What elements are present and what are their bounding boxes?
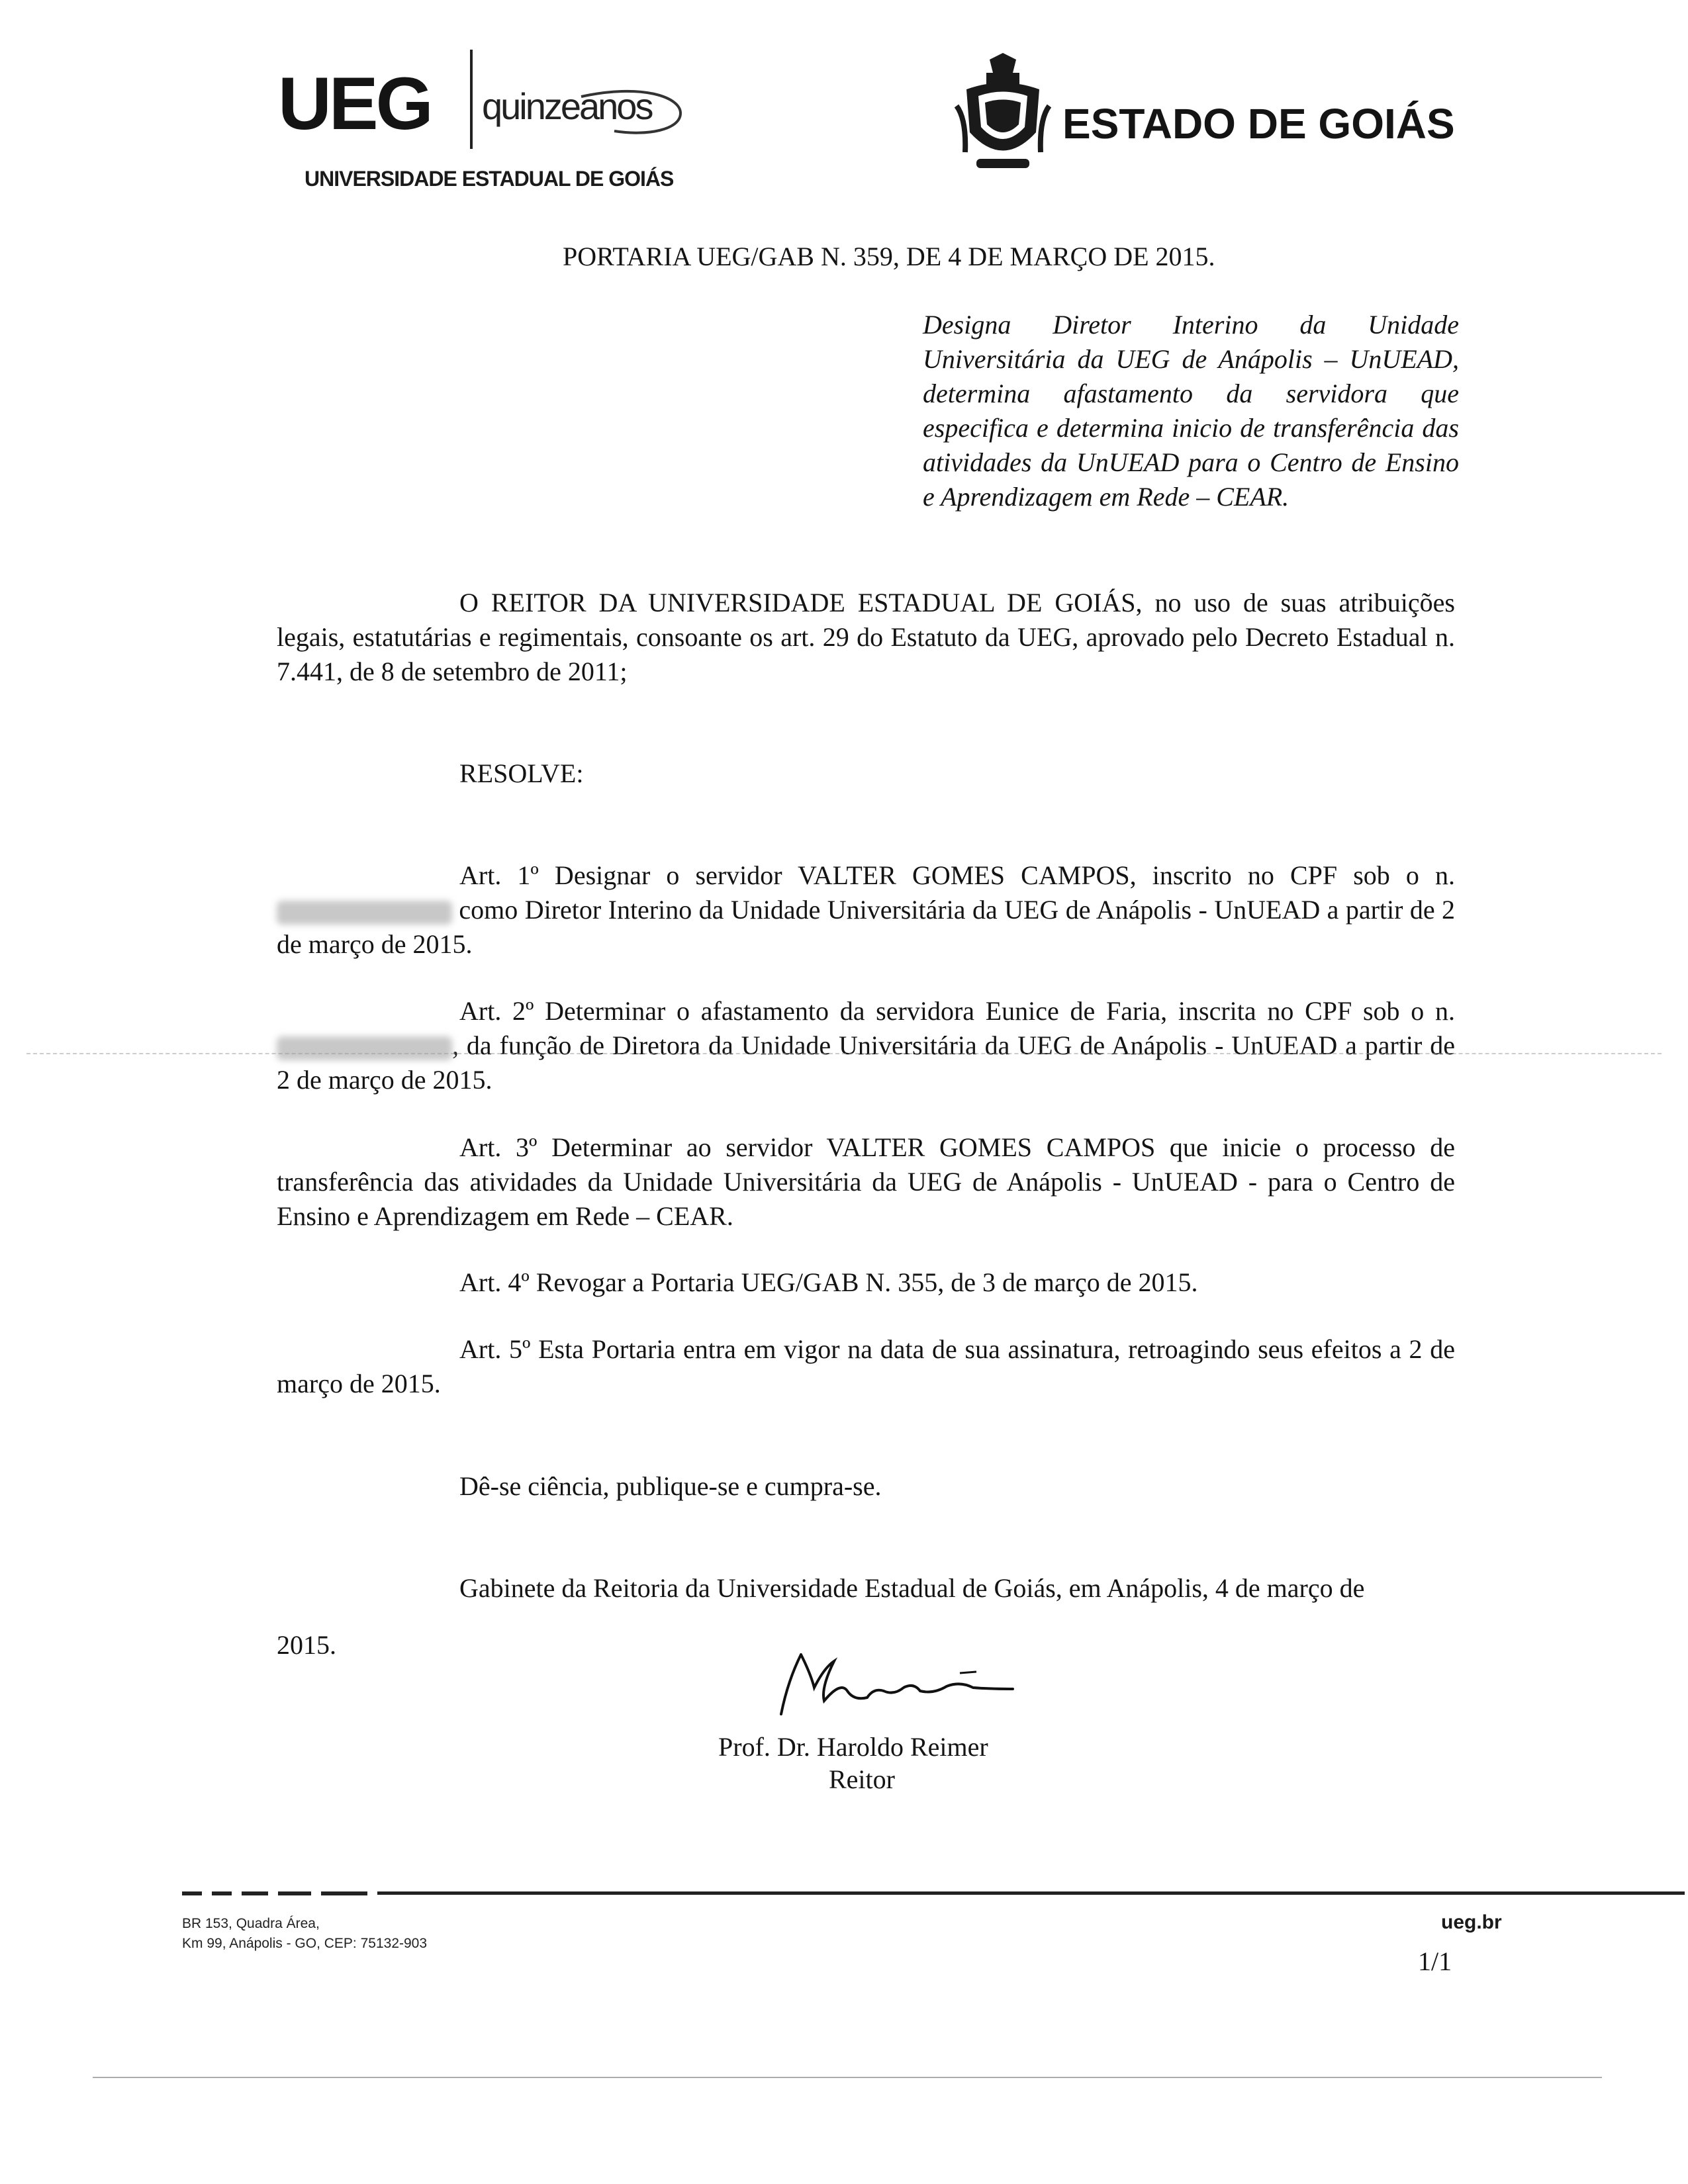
scan-artifact-line [26, 1053, 1662, 1054]
page-title: PORTARIA UEG/GAB N. 359, DE 4 DE MARÇO DE 2015. [563, 242, 1215, 271]
redacted-cpf [277, 901, 452, 925]
article-1-text-a: Art. 1º Designar o servidor VALTER GOMES CAMPOS, inscrito no CPF sob o n. [459, 860, 1455, 890]
logo-divider [470, 50, 473, 149]
university-name: UNIVERSIDADE ESTADUAL DE GOIÁS [305, 167, 674, 191]
signer-name: Prof. Dr. Haroldo Reimer [718, 1732, 988, 1762]
bottom-scan-line [93, 2077, 1602, 2078]
resolve-heading: RESOLVE: [459, 758, 584, 788]
anniversary-swoosh-icon [482, 77, 687, 136]
footer-rule [182, 1891, 1506, 1895]
place-date: Gabinete da Reitoria da Universidade Estadual de Goiás, em Anápolis, 4 de março de [459, 1573, 1365, 1603]
ueg-logo [278, 62, 450, 145]
summary: Designa Diretor Interino da Unidade Universitária da UEG de Anápolis – UnUEAD, determina afastamento da servidora que especifica e determina inicio de transferência das atividades da UnUEAD para o Centro de Ensino e Aprendizagem em Rede – CEAR. [923, 310, 1459, 512]
footer-address-line-1: BR 153, Quadra Área, [182, 1916, 320, 1931]
anniversary-logo-text: quinzeanos [482, 85, 652, 127]
page-number: 1/1 [1418, 1946, 1452, 1976]
article-4: Art. 4º Revogar a Portaria UEG/GAB N. 355, de 3 de março de 2015. [459, 1267, 1198, 1297]
state-name: ESTADO DE GOIÁS [1062, 100, 1455, 148]
redacted-cpf [277, 1036, 452, 1060]
footer-website: ueg.br [1441, 1911, 1502, 1933]
article-2-text-a: Art. 2º Determinar o afastamento da servidora Eunice de Faria, inscrita no CPF sob o n. [459, 996, 1455, 1026]
anniversary-logo [482, 85, 687, 138]
article-5: Art. 5º Esta Portaria entra em vigor na data de sua assinatura, retroagindo seus efeitos a 2 de março de 2015. [277, 1334, 1455, 1398]
header [0, 0, 1688, 199]
signature [761, 1641, 1026, 1721]
goias-coat-of-arms-icon [953, 53, 1053, 185]
signer-title: Reitor [829, 1764, 895, 1794]
preamble: O REITOR DA UNIVERSIDADE ESTADUAL DE GOIÁS, no uso de suas atribuições legais, estatutárias e regimentais, consoante os art. 29 do Estatuto da UEG, aprovado pelo Decreto Estadual n. 7.441, de 8 de setembro de 2011; [277, 588, 1455, 686]
article-1-text-b: como Diretor Interino da Unidade Universitária da UEG de Anápolis - UnUEAD a partir de 2 de março de 2015. [277, 895, 1456, 959]
article-2-text-b: , da função de Diretora da Unidade Universitária da UEG de Anápolis - UnUEAD a partir de 2 de março de 2015. [277, 1030, 1455, 1095]
footer-address-line-2: Km 99, Anápolis - GO, CEP: 75132-903 [182, 1936, 428, 1951]
article-2 [277, 994, 1455, 1097]
ueg-logo-text: UEG [278, 62, 431, 145]
article-3: Art. 3º Determinar ao servidor VALTER GOMES CAMPOS que inicie o processo de transferência das atividades da Unidade Universitária da UEG de Anápolis - UnUEAD - para o Centro de Ensino e Aprendizagem em Rede – CEAR. [277, 1132, 1455, 1231]
place-date-year: 2015. [277, 1630, 336, 1660]
closing-text: Dê-se ciência, publique-se e cumpra-se. [459, 1471, 882, 1501]
article-1 [277, 858, 1455, 962]
